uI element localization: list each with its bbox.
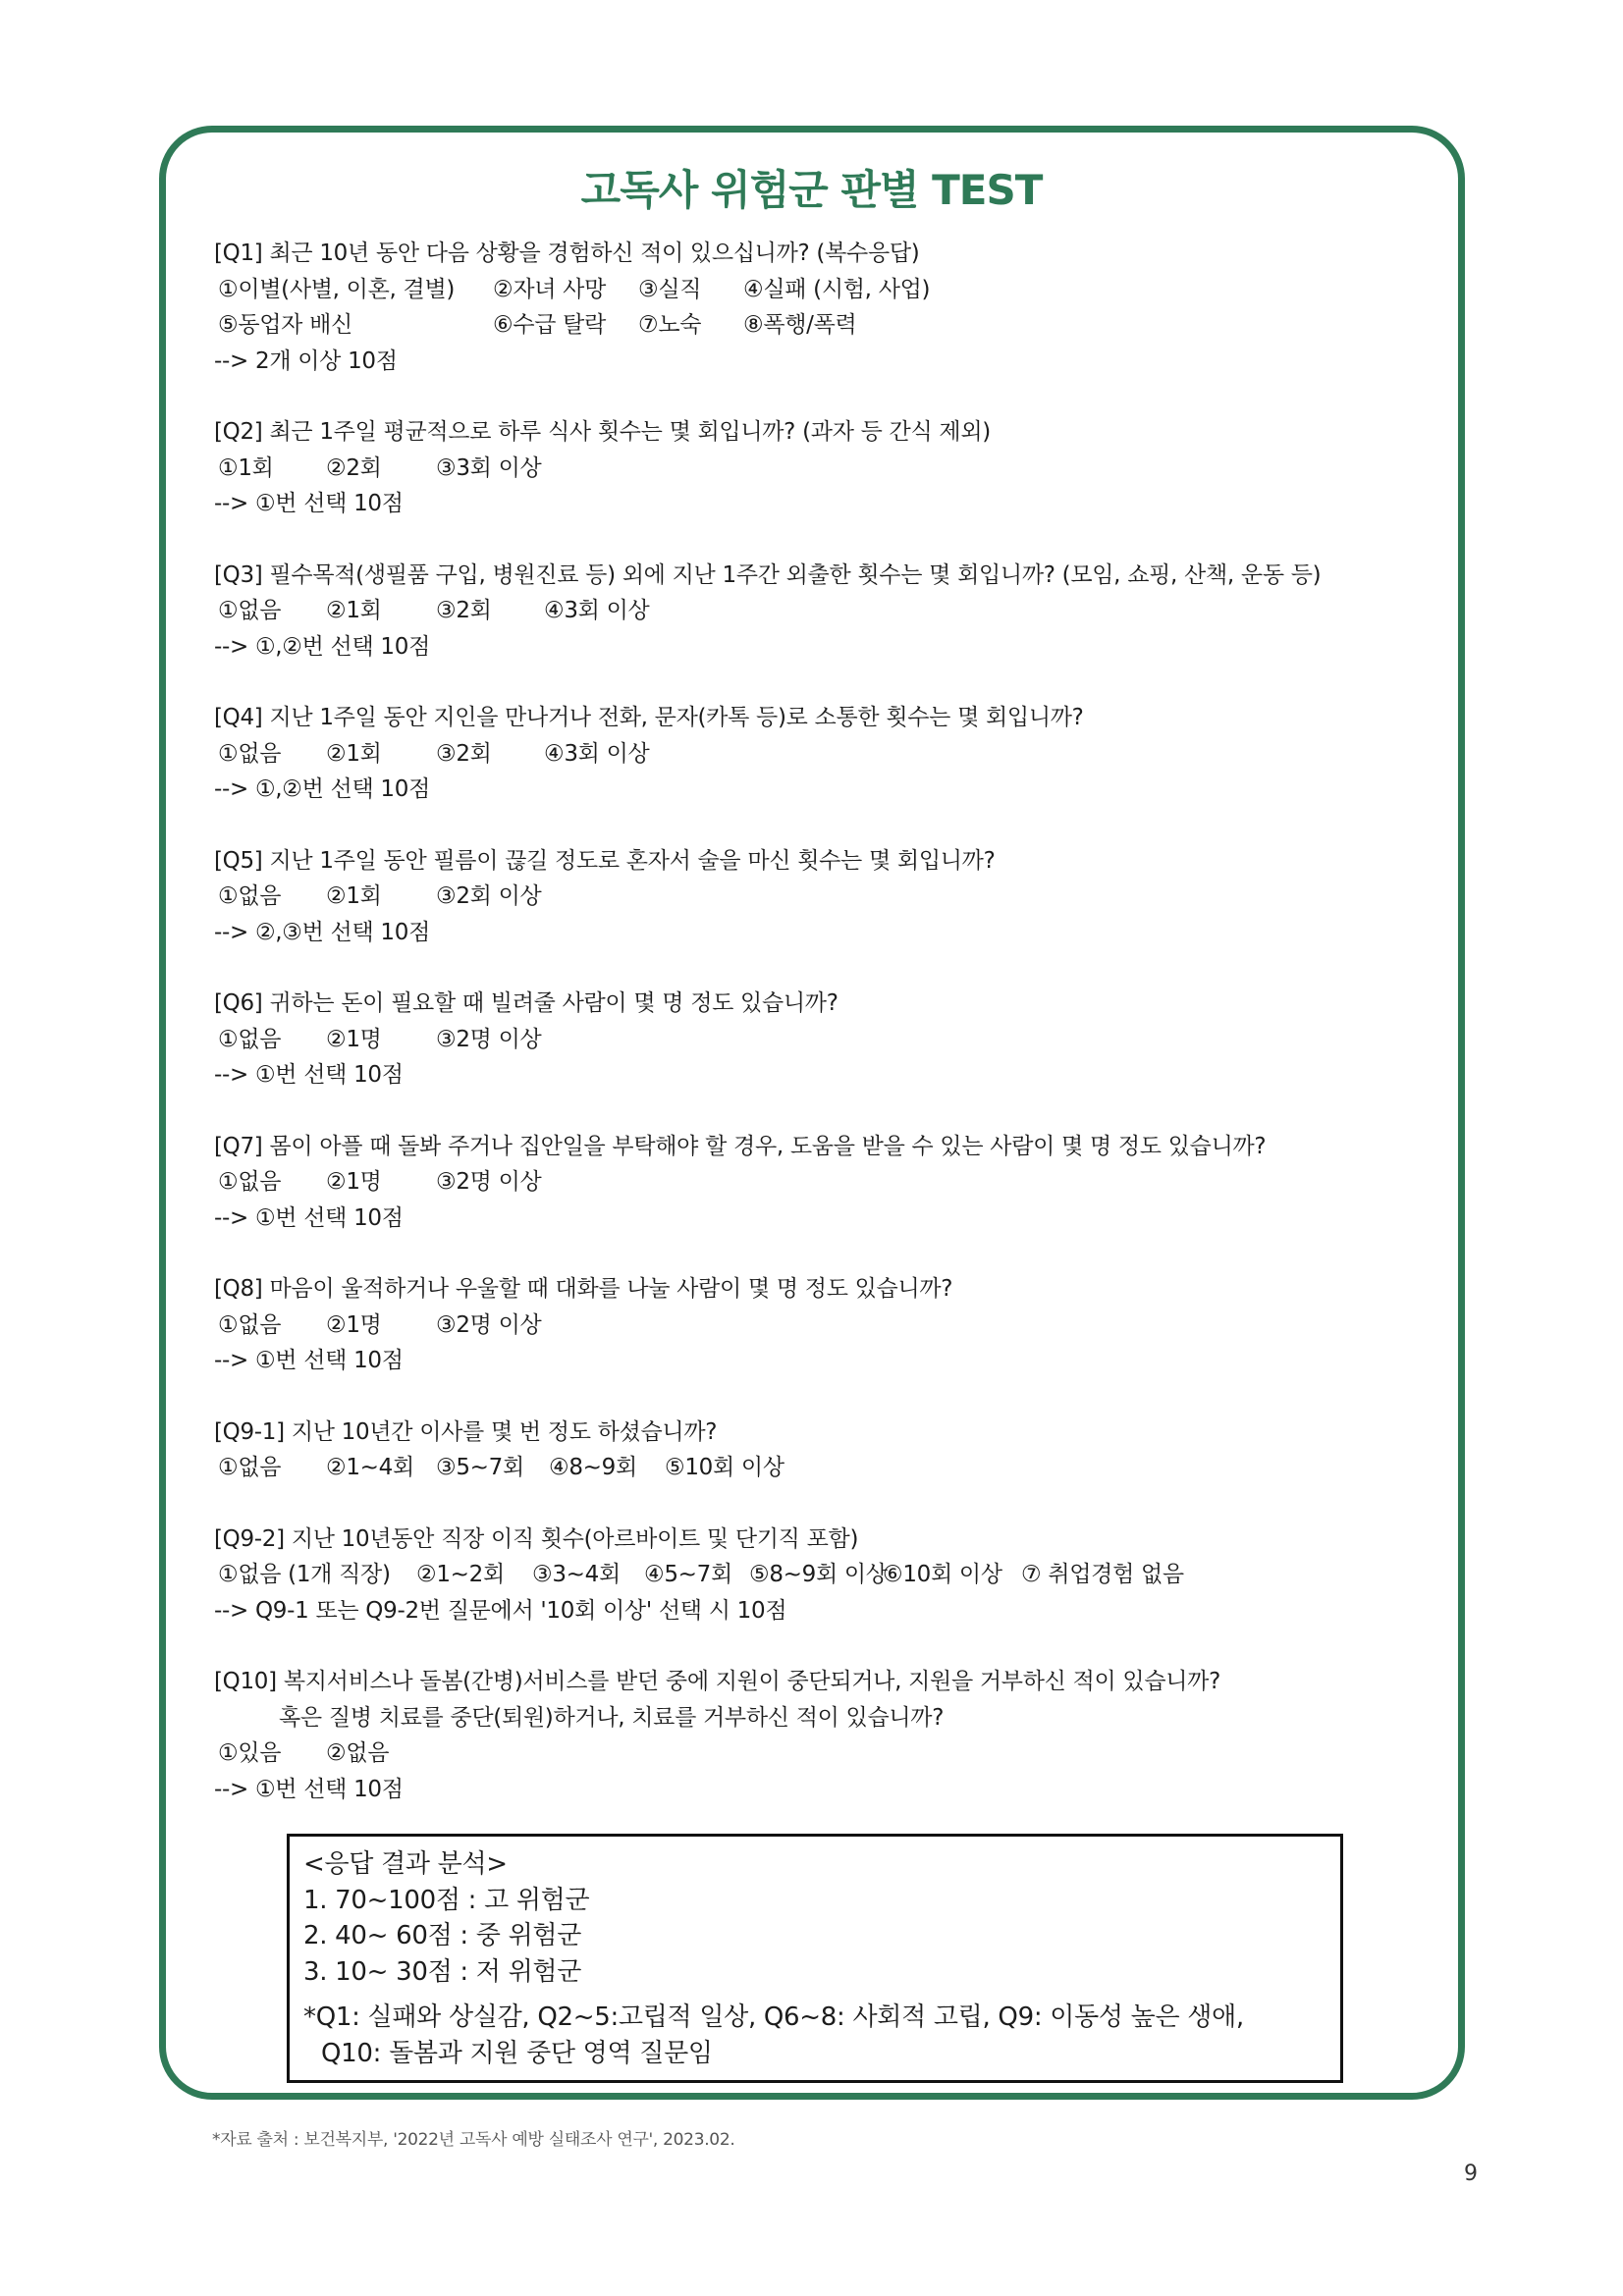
answer-option: ②없음 [326, 1740, 390, 1766]
page-number: 9 [1464, 2162, 1478, 2186]
question-block [214, 1415, 1422, 1486]
question-list [214, 236, 1422, 1842]
answer-option: ①없음 [218, 598, 282, 623]
answer-option: ①없음 [218, 1026, 282, 1052]
answer-option: ④3회 이상 [544, 740, 650, 767]
answer-option: ③2명 이상 [436, 1026, 542, 1052]
scoring-rule: --> ①번 선택 10점 [214, 1062, 404, 1088]
question-block [214, 843, 1422, 951]
answer-option: ③2회 [436, 740, 492, 767]
answer-option: ⑦ 취업경험 없음 [1021, 1562, 1184, 1587]
result-level-high: 1. 70~100점 : 고 위험군 [303, 1885, 590, 1915]
answer-option: ②1~2회 [416, 1562, 505, 1587]
question-text: [Q9-1] 지난 10년간 이사를 몇 번 정도 하셨습니까? [214, 1418, 718, 1445]
answer-option: ②1명 [326, 1169, 382, 1195]
scoring-rule: --> ①,②번 선택 10점 [214, 633, 430, 660]
answer-option: ②1회 [326, 883, 382, 909]
source-citation: *자료 출처 : 보건복지부, '2022년 고독사 예방 실태조사 연구', 2023.02. [212, 2130, 735, 2150]
answer-option: ②1명 [326, 1311, 382, 1338]
page-title: 고독사 위험군 판별 TEST [580, 166, 1043, 214]
answer-option: ⑦노숙 [638, 312, 702, 338]
option-row [214, 1557, 1422, 1593]
question-block [214, 236, 1422, 379]
answer-option: ③실직 [638, 276, 702, 302]
answer-option: ⑤10회 이상 [665, 1455, 784, 1480]
option-row [214, 1450, 1422, 1486]
answer-option: ③2명 이상 [436, 1169, 542, 1195]
question-block [214, 558, 1422, 666]
question-text: [Q8] 마음이 울적하거나 우울할 때 대화를 나눌 사람이 몇 명 정도 있습니까? [214, 1276, 953, 1302]
answer-option: ①없음 [218, 1455, 282, 1480]
question-text: [Q2] 최근 1주일 평균적으로 하루 식사 횟수는 몇 회입니까? (과자 등 간식 제외) [214, 419, 991, 445]
question-block [214, 700, 1422, 808]
answer-option: ①없음 (1개 직장) [218, 1562, 391, 1587]
answer-option: ⑤8~9회 이상 [749, 1562, 888, 1587]
result-note: *Q1: 실패와 상실감, Q2~5:고립적 일상, Q6~8: 사회적 고립, Q9: 이동성 높은 생애, [303, 2002, 1244, 2032]
question-text: [Q4] 지난 1주일 동안 지인을 만나거나 전화, 문자(카톡 등)로 소통한 횟수는 몇 회입니까? [214, 705, 1084, 730]
result-level-mid: 2. 40~ 60점 : 중 위험군 [303, 1921, 582, 1950]
result-heading: <응답 결과 분석> [303, 1849, 508, 1879]
result-analysis-box [287, 1834, 1343, 2083]
answer-option: ③3회 이상 [436, 454, 542, 481]
scoring-rule: --> ①번 선택 10점 [214, 1348, 404, 1373]
answer-option: ②자녀 사망 [493, 276, 607, 302]
result-level-low: 3. 10~ 30점 : 저 위험군 [303, 1956, 582, 1987]
result-note-cont: Q10: 돌봄과 지원 중단 영역 질문임 [321, 2038, 713, 2068]
answer-option: ①이별(사별, 이혼, 결별) [218, 276, 456, 302]
scoring-rule: --> ①,②번 선택 10점 [214, 776, 430, 802]
answer-option: ①없음 [218, 1169, 282, 1195]
answer-option: ⑤동업자 배신 [218, 312, 352, 338]
answer-option: ②1회 [326, 598, 382, 623]
question-block [214, 1664, 1422, 1807]
question-text: [Q5] 지난 1주일 동안 필름이 끊길 정도로 혼자서 술을 마신 횟수는 몇 회입니까? [214, 847, 996, 874]
answer-option: ④8~9회 [549, 1455, 637, 1480]
question-block [214, 414, 1422, 522]
question-text: [Q6] 귀하는 돈이 필요할 때 빌려줄 사람이 몇 명 정도 있습니까? [214, 990, 839, 1016]
option-row [214, 1735, 1422, 1772]
scoring-rule: --> ①번 선택 10점 [214, 1204, 404, 1231]
scoring-rule: --> ②,③번 선택 10점 [214, 919, 430, 945]
answer-option: ④3회 이상 [544, 598, 650, 623]
answer-option: ④실패 (시험, 사업) [743, 276, 931, 302]
question-text: [Q10] 복지서비스나 돌봄(간병)서비스를 받던 중에 지원이 중단되거나, 지원을 거부하신 적이 있습니까? [214, 1669, 1220, 1694]
option-row [214, 593, 1422, 629]
option-row [214, 1164, 1422, 1201]
question-text: [Q7] 몸이 아플 때 돌봐 주거나 집안일을 부탁해야 할 경우, 도움을 받을 수 있는 사람이 몇 명 정도 있습니까? [214, 1133, 1267, 1159]
answer-option: ③5~7회 [436, 1455, 524, 1480]
scoring-rule: --> 2개 이상 10점 [214, 347, 398, 374]
answer-option: ①있음 [218, 1740, 282, 1766]
answer-option: ①1회 [218, 454, 274, 481]
answer-option: ③3~4회 [532, 1562, 621, 1587]
answer-option: ②1~4회 [326, 1455, 414, 1480]
answer-option: ⑥10회 이상 [883, 1562, 1002, 1587]
option-row [214, 1022, 1422, 1058]
scoring-rule: --> Q9-1 또는 Q9-2번 질문에서 '10회 이상' 선택 시 10점 [214, 1597, 787, 1624]
scoring-rule: --> ①번 선택 10점 [214, 491, 404, 516]
answer-option: ⑥수급 탈락 [493, 312, 607, 338]
question-block [214, 986, 1422, 1094]
answer-option: ⑧폭행/폭력 [743, 312, 857, 338]
answer-option: ①없음 [218, 883, 282, 909]
question-block [214, 1522, 1422, 1629]
option-row [214, 451, 1422, 487]
question-block [214, 1271, 1422, 1379]
question-text: [Q1] 최근 10년 동안 다음 상황을 경험하신 적이 있으십니까? (복수응답) [214, 240, 920, 266]
option-row [214, 879, 1422, 915]
option-row [214, 736, 1422, 773]
question-text: [Q9-2] 지난 10년동안 직장 이직 횟수(아르바이트 및 단기직 포함) [214, 1525, 859, 1552]
answer-option: ②1명 [326, 1026, 382, 1052]
answer-option: ③2회 이상 [436, 883, 542, 909]
question-block [214, 1129, 1422, 1237]
answer-option: ①없음 [218, 740, 282, 767]
answer-option: ③2회 [436, 598, 492, 623]
answer-option: ②2회 [326, 454, 382, 481]
answer-option: ①없음 [218, 1311, 282, 1338]
option-row [214, 1308, 1422, 1344]
option-row [214, 272, 1422, 308]
scoring-rule: --> ①번 선택 10점 [214, 1776, 404, 1802]
question-text: [Q3] 필수목적(생필품 구입, 병원진료 등) 외에 지난 1주간 외출한 횟수는 몇 회입니까? (모임, 쇼핑, 산책, 운동 등) [214, 561, 1322, 588]
answer-option: ④5~7회 [644, 1562, 732, 1587]
answer-option: ③2명 이상 [436, 1311, 542, 1338]
answer-option: ②1회 [326, 740, 382, 767]
question-text-cont: 혹은 질병 치료를 중단(퇴원)하거나, 치료를 거부하신 적이 있습니까? [279, 1704, 945, 1731]
option-row [214, 307, 1422, 344]
